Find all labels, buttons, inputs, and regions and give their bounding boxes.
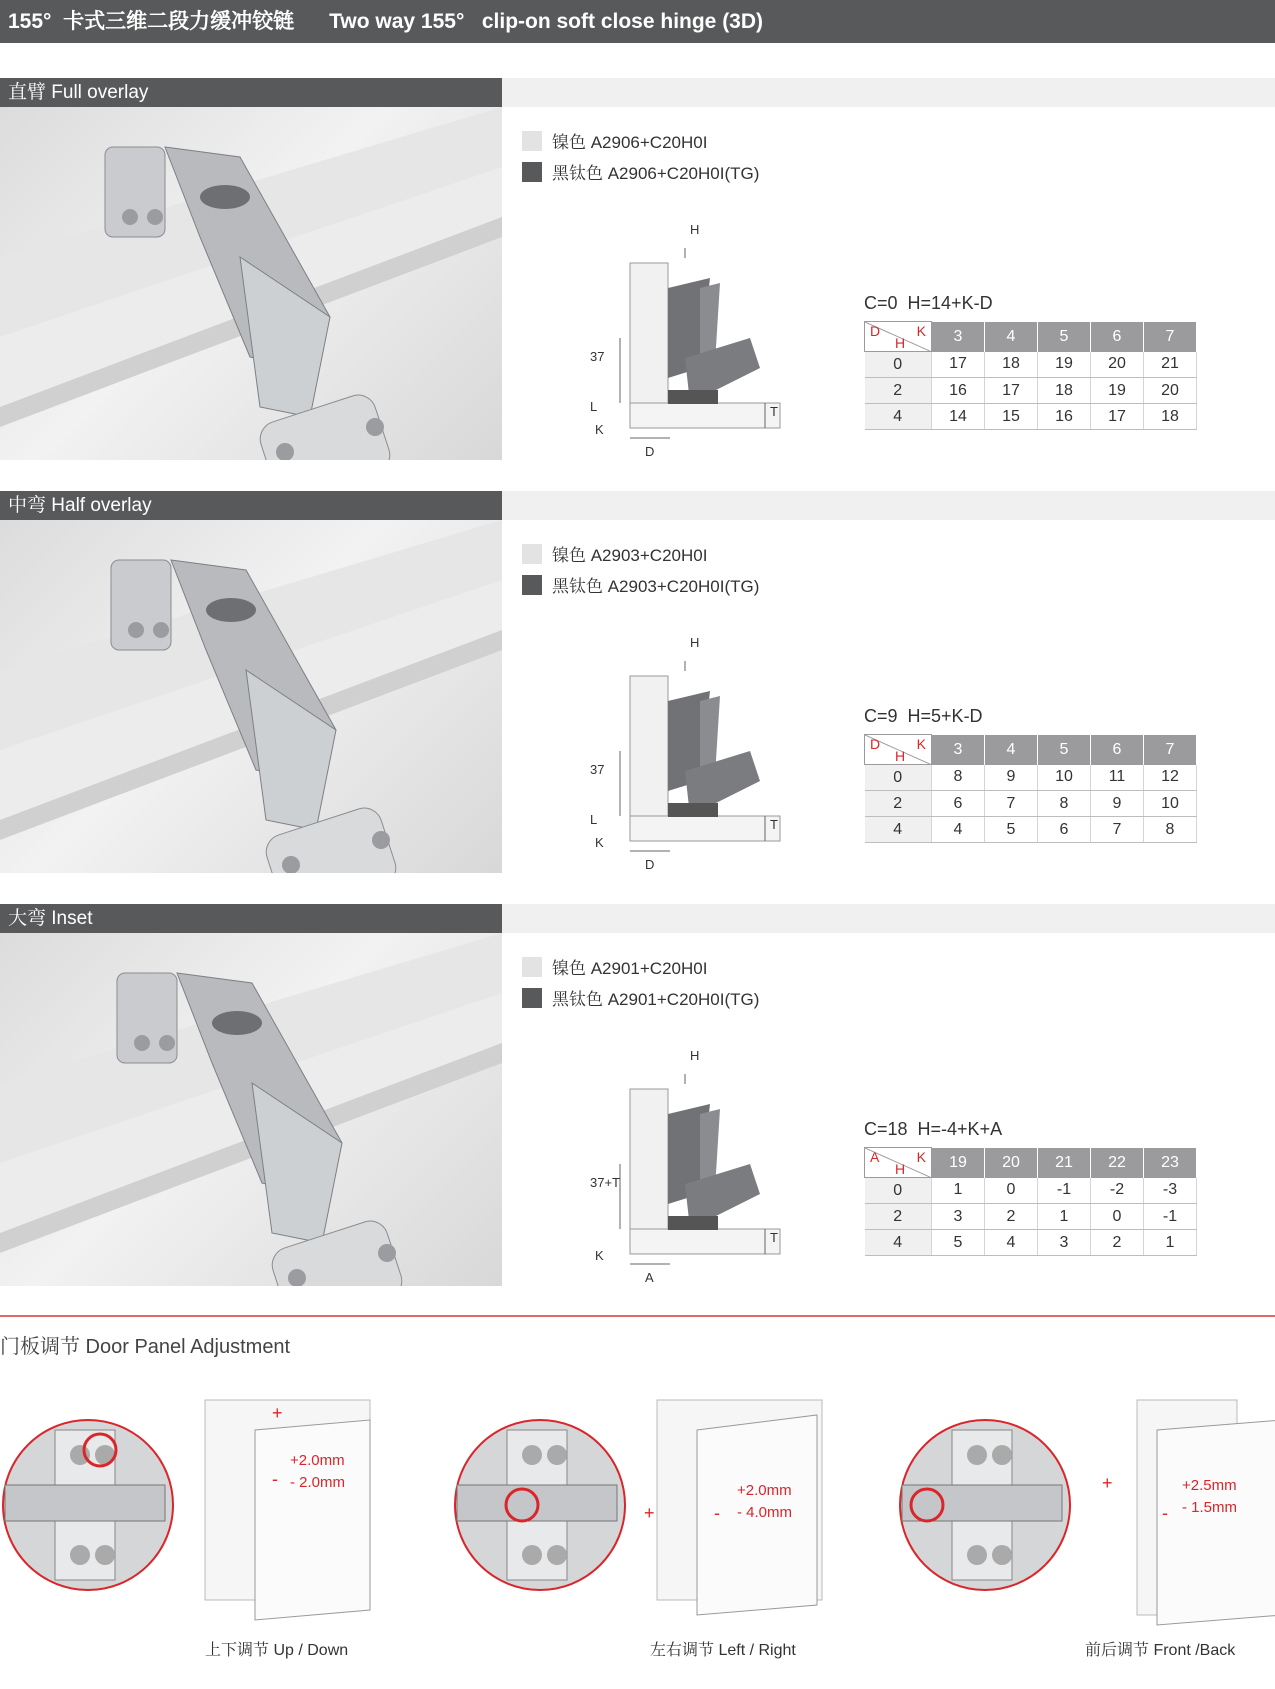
table-cell: 6: [1038, 817, 1091, 843]
table-row: [865, 1230, 1197, 1256]
table-header-row: [865, 322, 1197, 352]
legend-row: [522, 538, 759, 569]
table-cell: 20: [1144, 378, 1197, 404]
row-header: 2: [865, 1204, 932, 1230]
value-plus: +2.5mm: [1182, 1477, 1237, 1494]
table-cell: 6: [932, 791, 985, 817]
table-cell: 18: [1144, 404, 1197, 430]
hinge-photo: [0, 107, 502, 460]
diagram-label-h: H: [690, 635, 700, 650]
finish-legend: [522, 125, 759, 187]
black-titanium-swatch: [522, 162, 542, 182]
dimension-diagram: [590, 631, 790, 871]
table-cell: -1: [1144, 1204, 1197, 1230]
table-cell: 17: [1091, 404, 1144, 430]
table-cell: 16: [1038, 404, 1091, 430]
table-cell: 18: [1038, 378, 1091, 404]
spec-table: [864, 1147, 1197, 1256]
section-heading-band: [502, 904, 1275, 933]
table-cell: 9: [1091, 791, 1144, 817]
table-cell: 11: [1091, 765, 1144, 791]
section-heading-band: [502, 491, 1275, 520]
column-header: 4: [985, 322, 1038, 352]
diagram-label-dim: 37: [590, 349, 605, 364]
table-cell: -1: [1038, 1178, 1091, 1204]
table-row: [865, 791, 1197, 817]
adjustment-values: [290, 1450, 345, 1494]
table-cell: 0: [985, 1178, 1038, 1204]
adjustment-unit: [452, 1390, 842, 1659]
column-header: 5: [1038, 735, 1091, 765]
value-plus: +2.0mm: [290, 1452, 345, 1469]
column-header: 21: [1038, 1148, 1091, 1178]
value-minus: - 2.0mm: [290, 1474, 346, 1491]
adjustment-caption: 左右调节 Left / Right: [650, 1642, 796, 1659]
table-cell: 17: [932, 352, 985, 378]
finish-label: 黑钛色 A2901+C20H0I(TG): [552, 990, 760, 1009]
section-heading: 直臂 Full overlay: [0, 78, 502, 107]
table-cell: 18: [985, 352, 1038, 378]
nickel-swatch: [522, 131, 542, 151]
sign-plus: +: [1102, 1473, 1113, 1493]
diagram-label-h: H: [690, 222, 700, 237]
diagram-label-d: D: [645, 857, 655, 872]
table-cell: 1: [1144, 1230, 1197, 1256]
column-header: 23: [1144, 1148, 1197, 1178]
column-header: 19: [932, 1148, 985, 1178]
table-cell: 20: [1091, 352, 1144, 378]
adjustment-values: [737, 1480, 792, 1524]
adjustment-values: [1182, 1475, 1237, 1519]
row-header: 4: [865, 817, 932, 843]
corner-variable: A: [870, 1149, 880, 1165]
column-header: 20: [985, 1148, 1038, 1178]
value-minus: - 1.5mm: [1182, 1499, 1238, 1516]
column-header: 4: [985, 735, 1038, 765]
legend-row: [522, 125, 759, 156]
legend-row: [522, 982, 759, 1013]
legend-row: [522, 156, 759, 187]
hinge-section: [0, 904, 1275, 1286]
table-cell: 15: [985, 404, 1038, 430]
spec-table: [864, 734, 1197, 843]
finish-label: 镍色 A2906+C20H0I: [552, 133, 708, 152]
table-cell: 8: [1144, 817, 1197, 843]
sign-minus: -: [1162, 1503, 1168, 1523]
hinge-section-diagram-icon: [590, 631, 790, 871]
table-cell: 1: [932, 1178, 985, 1204]
finish-label: 镍色 A2901+C20H0I: [552, 959, 708, 978]
black-titanium-swatch: [522, 575, 542, 595]
corner-variable: H: [895, 1161, 906, 1177]
table-header-row: [865, 735, 1197, 765]
diagram-label-t: T: [770, 817, 778, 832]
table-cell: 9: [985, 765, 1038, 791]
diagram-label-t: T: [770, 404, 778, 419]
table-row: [865, 352, 1197, 378]
table-cell: -2: [1091, 1178, 1144, 1204]
hinge-section: [0, 491, 1275, 873]
row-header: 4: [865, 404, 932, 430]
table-corner-cell: [865, 1148, 932, 1178]
table-cell: 0: [1091, 1204, 1144, 1230]
column-header: 22: [1091, 1148, 1144, 1178]
adjustment-unit: [897, 1390, 1275, 1659]
formula-text: C=18 H=-4+K+A: [864, 1119, 1003, 1139]
corner-variable: K: [916, 1149, 926, 1165]
hinge-photo-icon: [0, 520, 502, 873]
table-cell: 5: [985, 817, 1038, 843]
section-heading: 中弯 Half overlay: [0, 491, 502, 520]
hinge-photo-icon: [0, 107, 502, 460]
corner-variable: H: [895, 335, 906, 351]
column-header: 6: [1091, 322, 1144, 352]
corner-variable: K: [916, 736, 926, 752]
row-header: 2: [865, 378, 932, 404]
table-cell: 7: [1091, 817, 1144, 843]
diagram-label-d: D: [645, 444, 655, 459]
table-cell: 16: [932, 378, 985, 404]
value-minus: - 4.0mm: [737, 1504, 793, 1521]
adjustment-unit: [0, 1390, 390, 1659]
black-titanium-swatch: [522, 988, 542, 1008]
table-cell: 4: [985, 1230, 1038, 1256]
table-row: [865, 378, 1197, 404]
table-cell: 7: [985, 791, 1038, 817]
corner-variable: K: [916, 323, 926, 339]
finish-label: 镍色 A2903+C20H0I: [552, 546, 708, 565]
table-cell: 12: [1144, 765, 1197, 791]
formula-text: C=0 H=14+K-D: [864, 293, 993, 313]
hinge-section: [0, 78, 1275, 460]
sign-minus: -: [714, 1503, 720, 1523]
nickel-swatch: [522, 957, 542, 977]
row-header: 2: [865, 791, 932, 817]
hinge-photo: [0, 933, 502, 1286]
diagram-label-dim: 37: [590, 762, 605, 777]
formula-text: C=9 H=5+K-D: [864, 706, 983, 726]
table-cell: 8: [932, 765, 985, 791]
adjustment-illustration-icon: [0, 1390, 390, 1630]
table-cell: 10: [1144, 791, 1197, 817]
value-plus: +2.0mm: [737, 1482, 792, 1499]
table-cell: 17: [985, 378, 1038, 404]
dimension-diagram: [590, 1044, 790, 1284]
adjustment-title: 门板调节 Door Panel Adjustment: [0, 1336, 291, 1358]
column-header: 5: [1038, 322, 1091, 352]
page-title: 155° 卡式三维二段力缓冲铰链 Two way 155° clip-on soft close hinge (3D): [0, 0, 1275, 43]
row-header: 0: [865, 352, 932, 378]
diagram-label-l: L: [590, 812, 598, 827]
sign-plus: +: [644, 1503, 655, 1523]
row-header: 4: [865, 1230, 932, 1256]
diagram-label-dim: 37+T: [590, 1175, 620, 1190]
sign-plus: +: [272, 1403, 283, 1423]
table-cell: 2: [985, 1204, 1038, 1230]
legend-row: [522, 951, 759, 982]
finish-label: 黑钛色 A2906+C20H0I(TG): [552, 164, 760, 183]
table-header-row: [865, 1148, 1197, 1178]
table-cell: 5: [932, 1230, 985, 1256]
legend-row: [522, 569, 759, 600]
table-cell: -3: [1144, 1178, 1197, 1204]
table-cell: 2: [1091, 1230, 1144, 1256]
table-row: [865, 1178, 1197, 1204]
finish-label: 黑钛色 A2903+C20H0I(TG): [552, 577, 760, 596]
adjustment-caption: 前后调节 Front /Back: [1085, 1642, 1236, 1659]
finish-legend: [522, 538, 759, 600]
column-header: 6: [1091, 735, 1144, 765]
hinge-photo: [0, 520, 502, 873]
diagram-label-h: H: [690, 1048, 700, 1063]
adjustment-caption: 上下调节 Up / Down: [205, 1642, 349, 1659]
table-cell: 3: [932, 1204, 985, 1230]
table-cell: 1: [1038, 1204, 1091, 1230]
diagram-label-l: L: [590, 399, 598, 414]
column-header: 7: [1144, 322, 1197, 352]
table-cell: 3: [1038, 1230, 1091, 1256]
section-heading-band: [502, 78, 1275, 107]
table-row: [865, 765, 1197, 791]
dimension-diagram: [590, 218, 790, 458]
table-cell: 19: [1038, 352, 1091, 378]
diagram-label-k: K: [595, 422, 604, 437]
hinge-photo-icon: [0, 933, 502, 1286]
table-cell: 4: [932, 817, 985, 843]
sign-minus: -: [272, 1469, 278, 1489]
table-row: [865, 404, 1197, 430]
finish-legend: [522, 951, 759, 1013]
diagram-label-k: K: [595, 1248, 604, 1263]
table-corner-cell: [865, 735, 932, 765]
diagram-label-d: A: [645, 1270, 654, 1285]
section-heading: 大弯 Inset: [0, 904, 502, 933]
hinge-section-diagram-icon: [590, 218, 790, 458]
corner-variable: D: [870, 736, 881, 752]
table-corner-cell: [865, 322, 932, 352]
table-cell: 21: [1144, 352, 1197, 378]
diagram-label-t: T: [770, 1230, 778, 1245]
table-row: [865, 817, 1197, 843]
table-row: [865, 1204, 1197, 1230]
row-header: 0: [865, 765, 932, 791]
nickel-swatch: [522, 544, 542, 564]
table-cell: 19: [1091, 378, 1144, 404]
table-cell: 10: [1038, 765, 1091, 791]
column-header: 7: [1144, 735, 1197, 765]
hinge-section-diagram-icon: [590, 1044, 790, 1284]
table-cell: 8: [1038, 791, 1091, 817]
row-header: 0: [865, 1178, 932, 1204]
column-header: 3: [932, 322, 985, 352]
column-header: 3: [932, 735, 985, 765]
corner-variable: H: [895, 748, 906, 764]
corner-variable: D: [870, 323, 881, 339]
spec-table: [864, 321, 1197, 430]
table-cell: 14: [932, 404, 985, 430]
diagram-label-k: K: [595, 835, 604, 850]
section-divider: [0, 1315, 1275, 1317]
